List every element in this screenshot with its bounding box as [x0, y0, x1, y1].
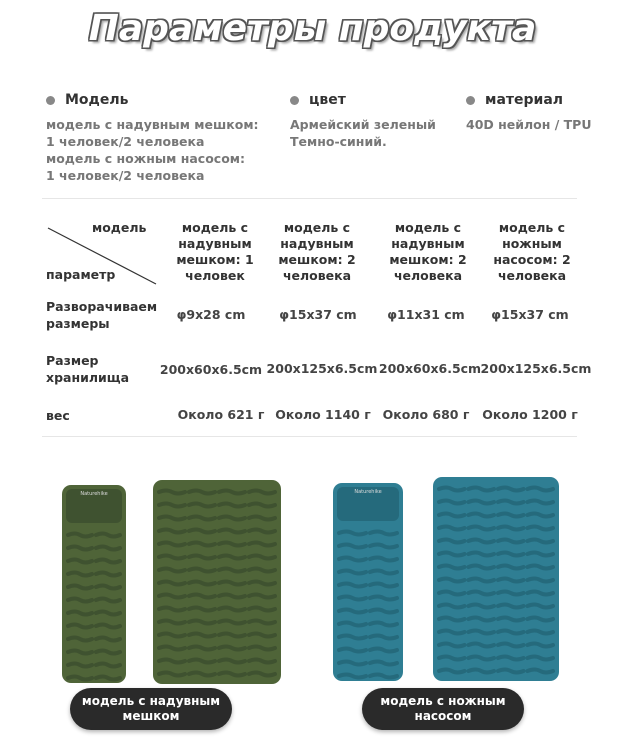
mat-cell — [528, 514, 554, 517]
mat-cell — [159, 582, 185, 585]
mat-cell — [339, 623, 366, 626]
mat-cell — [189, 556, 215, 559]
blue-single-mat-image — [333, 483, 403, 681]
color-attribute-label: цвет — [309, 92, 346, 108]
mat-cell — [469, 540, 495, 543]
model-attribute — [46, 92, 259, 184]
green-single-mat-image — [62, 485, 126, 683]
green-double-mat-image — [153, 480, 281, 684]
column-header: модель с ножным насосом: 2 человека — [493, 220, 571, 283]
mat-cell — [68, 599, 92, 602]
mat-cell — [498, 527, 524, 530]
mat-cell — [439, 540, 465, 543]
mat-cell — [249, 569, 275, 572]
table-cell: φ15x37 cm — [491, 307, 569, 322]
column-header: модель с надувным мешком: 2 человека — [389, 220, 467, 283]
table-cell: Около 1200 г — [482, 407, 578, 422]
bullet-icon — [290, 96, 299, 105]
row-label-storage-size: Размер хранилища — [46, 353, 130, 385]
mat-cell — [498, 488, 524, 491]
mat-cell — [339, 571, 366, 574]
mat-cell — [159, 504, 185, 507]
mat-cell — [249, 504, 275, 507]
mat-cell — [219, 543, 245, 546]
mat-cell — [498, 514, 524, 517]
mat-cell — [249, 491, 275, 494]
mat-cell — [249, 556, 275, 559]
mat-cell — [189, 569, 215, 572]
mat-cell — [96, 677, 120, 680]
mat-cell — [528, 605, 554, 608]
table-cell: 200x125x6.5cm — [480, 361, 592, 376]
mat-cell — [439, 670, 465, 673]
mat-cell — [498, 592, 524, 595]
mat-cell — [370, 571, 397, 574]
mat-cell — [339, 584, 366, 587]
mat-cell — [189, 530, 215, 533]
mat-cell — [498, 501, 524, 504]
table-cell: 200x125x6.5cm — [266, 361, 378, 376]
mat-cell — [249, 660, 275, 663]
row-label-unfolded-size: Разворачиваем размеры — [46, 299, 158, 331]
mat-cell — [249, 621, 275, 624]
mat-cell — [339, 532, 366, 535]
mat-cell — [469, 527, 495, 530]
page-title: Параметры продукта — [88, 8, 537, 49]
table-cell: φ9x28 cm — [176, 307, 246, 322]
mat-pattern — [333, 483, 403, 681]
mat-cell — [68, 586, 92, 589]
mat-cell — [370, 623, 397, 626]
mat-cell — [96, 534, 120, 537]
mat-cell — [249, 543, 275, 546]
mat-cell — [528, 566, 554, 569]
mat-cell — [469, 644, 495, 647]
mat-cell — [159, 673, 185, 676]
mat-cell — [370, 675, 397, 678]
mat-cell — [219, 595, 245, 598]
mat-cell — [469, 605, 495, 608]
mat-cell — [528, 501, 554, 504]
mat-cell — [189, 634, 215, 637]
mat-cell — [189, 660, 215, 663]
mat-cell — [339, 610, 366, 613]
mat-cell — [439, 579, 465, 582]
mat-cell — [159, 517, 185, 520]
mat-cell — [339, 636, 366, 639]
mat-cell — [159, 556, 185, 559]
divider — [42, 198, 577, 199]
mat-cell — [68, 677, 92, 680]
mat-cell — [219, 660, 245, 663]
mat-cell — [469, 514, 495, 517]
mat-cell — [96, 586, 120, 589]
mat-pattern — [62, 485, 126, 683]
mat-cell — [339, 545, 366, 548]
mat-cell — [469, 566, 495, 569]
mat-cell — [469, 488, 495, 491]
mat-cell — [339, 675, 366, 678]
mat-cell — [469, 631, 495, 634]
mat-cell — [249, 608, 275, 611]
mat-cell — [189, 608, 215, 611]
mat-cell — [219, 569, 245, 572]
mat-cell — [96, 573, 120, 576]
mat-cell — [370, 584, 397, 587]
mat-cell — [159, 647, 185, 650]
mat-cell — [189, 582, 215, 585]
mat-cell — [219, 621, 245, 624]
mat-cell — [96, 612, 120, 615]
mat-cell — [528, 644, 554, 647]
mat-cell — [528, 488, 554, 491]
mat-cell — [439, 527, 465, 530]
mat-cell — [370, 545, 397, 548]
table-cell: Около 621 г — [177, 407, 265, 422]
mat-cell — [439, 618, 465, 621]
model-attribute-text: модель с надувным мешком: 1 человек/2 человека модель с ножным насосом: 1 человек/2 человека — [46, 117, 259, 183]
mat-cell — [68, 573, 92, 576]
foot-pump-model-badge: модель с ножным насосом — [362, 688, 524, 730]
blue-double-mat-image — [433, 477, 559, 681]
mat-cell — [159, 621, 185, 624]
color-attribute — [290, 92, 436, 150]
mat-cell — [249, 517, 275, 520]
mat-cell — [249, 530, 275, 533]
mat-cell — [68, 534, 92, 537]
column-header: модель с надувным мешком: 1 человек — [176, 220, 254, 283]
mat-cell — [439, 566, 465, 569]
mat-cell — [439, 592, 465, 595]
mat-cell — [439, 644, 465, 647]
table-cell: Около 680 г — [382, 407, 470, 422]
mat-cell — [249, 647, 275, 650]
mat-cell — [219, 673, 245, 676]
mat-cell — [219, 608, 245, 611]
mat-cell — [159, 543, 185, 546]
mat-cell — [469, 618, 495, 621]
mat-cell — [68, 625, 92, 628]
mat-cell — [528, 527, 554, 530]
mat-cell — [498, 618, 524, 621]
mat-cell — [96, 625, 120, 628]
mat-cell — [189, 504, 215, 507]
table-cell: φ11x31 cm — [387, 307, 465, 322]
mat-cell — [370, 558, 397, 561]
mat-cell — [339, 558, 366, 561]
mat-cell — [68, 651, 92, 654]
mat-pattern — [433, 477, 559, 681]
mat-cell — [469, 579, 495, 582]
bullet-icon — [466, 96, 475, 105]
mat-cell — [439, 501, 465, 504]
mat-cell — [249, 582, 275, 585]
mat-cell — [498, 540, 524, 543]
mat-cell — [370, 597, 397, 600]
mat-cell — [219, 504, 245, 507]
mat-cell — [249, 634, 275, 637]
mat-cell — [528, 631, 554, 634]
mat-cell — [96, 651, 120, 654]
mat-cell — [159, 491, 185, 494]
mat-cell — [498, 631, 524, 634]
mat-cell — [339, 597, 366, 600]
mat-cell — [159, 595, 185, 598]
table-cell: Около 1140 г — [275, 407, 371, 422]
mat-cell — [528, 670, 554, 673]
mat-cell — [68, 664, 92, 667]
column-header: модель с надувным мешком: 2 человека — [278, 220, 356, 283]
mat-cell — [96, 599, 120, 602]
color-attribute-text: Армейский зеленый Темно-синий. — [290, 117, 436, 149]
brand-logo-text: Naturehike — [354, 489, 382, 495]
mat-cell — [439, 514, 465, 517]
mat-cell — [528, 579, 554, 582]
mat-cell — [68, 612, 92, 615]
mat-cell — [370, 610, 397, 613]
mat-cell — [439, 553, 465, 556]
mat-cell — [339, 662, 366, 665]
mat-cell — [498, 553, 524, 556]
table-cell: φ15x37 cm — [279, 307, 357, 322]
mat-cell — [68, 638, 92, 641]
mat-cell — [370, 532, 397, 535]
mat-cell — [439, 657, 465, 660]
row-label-weight: вес — [46, 408, 70, 423]
material-attribute-label: материал — [485, 92, 564, 108]
mat-cell — [249, 595, 275, 598]
mat-pattern — [153, 480, 281, 684]
mat-cell — [159, 608, 185, 611]
mat-cell — [189, 595, 215, 598]
mat-cell — [159, 634, 185, 637]
mat-cell — [498, 657, 524, 660]
mat-cell — [439, 605, 465, 608]
mat-cell — [469, 553, 495, 556]
mat-cell — [249, 673, 275, 676]
mat-cell — [219, 582, 245, 585]
mat-cell — [528, 657, 554, 660]
mat-cell — [219, 647, 245, 650]
bullet-icon — [46, 96, 55, 105]
model-attribute-label: Модель — [65, 92, 129, 108]
mat-cell — [96, 638, 120, 641]
mat-cell — [159, 569, 185, 572]
mat-cell — [219, 517, 245, 520]
mat-cell — [189, 517, 215, 520]
mat-cell — [469, 657, 495, 660]
mat-cell — [469, 501, 495, 504]
mat-cell — [469, 670, 495, 673]
mat-cell — [189, 543, 215, 546]
mat-cell — [528, 540, 554, 543]
mat-cell — [189, 491, 215, 494]
mat-cell — [439, 488, 465, 491]
mat-cell — [219, 556, 245, 559]
mat-cell — [439, 631, 465, 634]
divider — [42, 436, 577, 437]
mat-cell — [219, 530, 245, 533]
mat-cell — [96, 664, 120, 667]
mat-cell — [528, 592, 554, 595]
mat-cell — [498, 670, 524, 673]
mat-cell — [159, 530, 185, 533]
mat-cell — [370, 649, 397, 652]
material-attribute-text: 40D нейлон / TPU — [466, 117, 592, 132]
mat-cell — [189, 673, 215, 676]
mat-cell — [189, 647, 215, 650]
mat-cell — [498, 644, 524, 647]
mat-cell — [339, 649, 366, 652]
corner-model-label: модель — [92, 220, 147, 235]
mat-cell — [219, 491, 245, 494]
mat-cell — [370, 662, 397, 665]
mat-cell — [528, 618, 554, 621]
mat-cell — [370, 636, 397, 639]
mat-cell — [219, 634, 245, 637]
mat-cell — [68, 547, 92, 550]
material-attribute — [466, 92, 591, 133]
table-cell: 200x60x6.5cm — [378, 361, 482, 376]
mat-cell — [68, 560, 92, 563]
mat-cell — [498, 605, 524, 608]
brand-logo-text: Naturehike — [80, 491, 108, 497]
mat-cell — [498, 566, 524, 569]
mat-cell — [96, 547, 120, 550]
mat-cell — [159, 660, 185, 663]
mat-cell — [96, 560, 120, 563]
table-cell: 200x60x6.5cm — [159, 362, 263, 377]
inflatable-bag-model-badge: модель с надувным мешком — [70, 688, 232, 730]
mat-cell — [498, 579, 524, 582]
mat-cell — [469, 592, 495, 595]
mat-cell — [528, 553, 554, 556]
mat-cell — [189, 621, 215, 624]
corner-parameter-label: параметр — [46, 267, 116, 282]
